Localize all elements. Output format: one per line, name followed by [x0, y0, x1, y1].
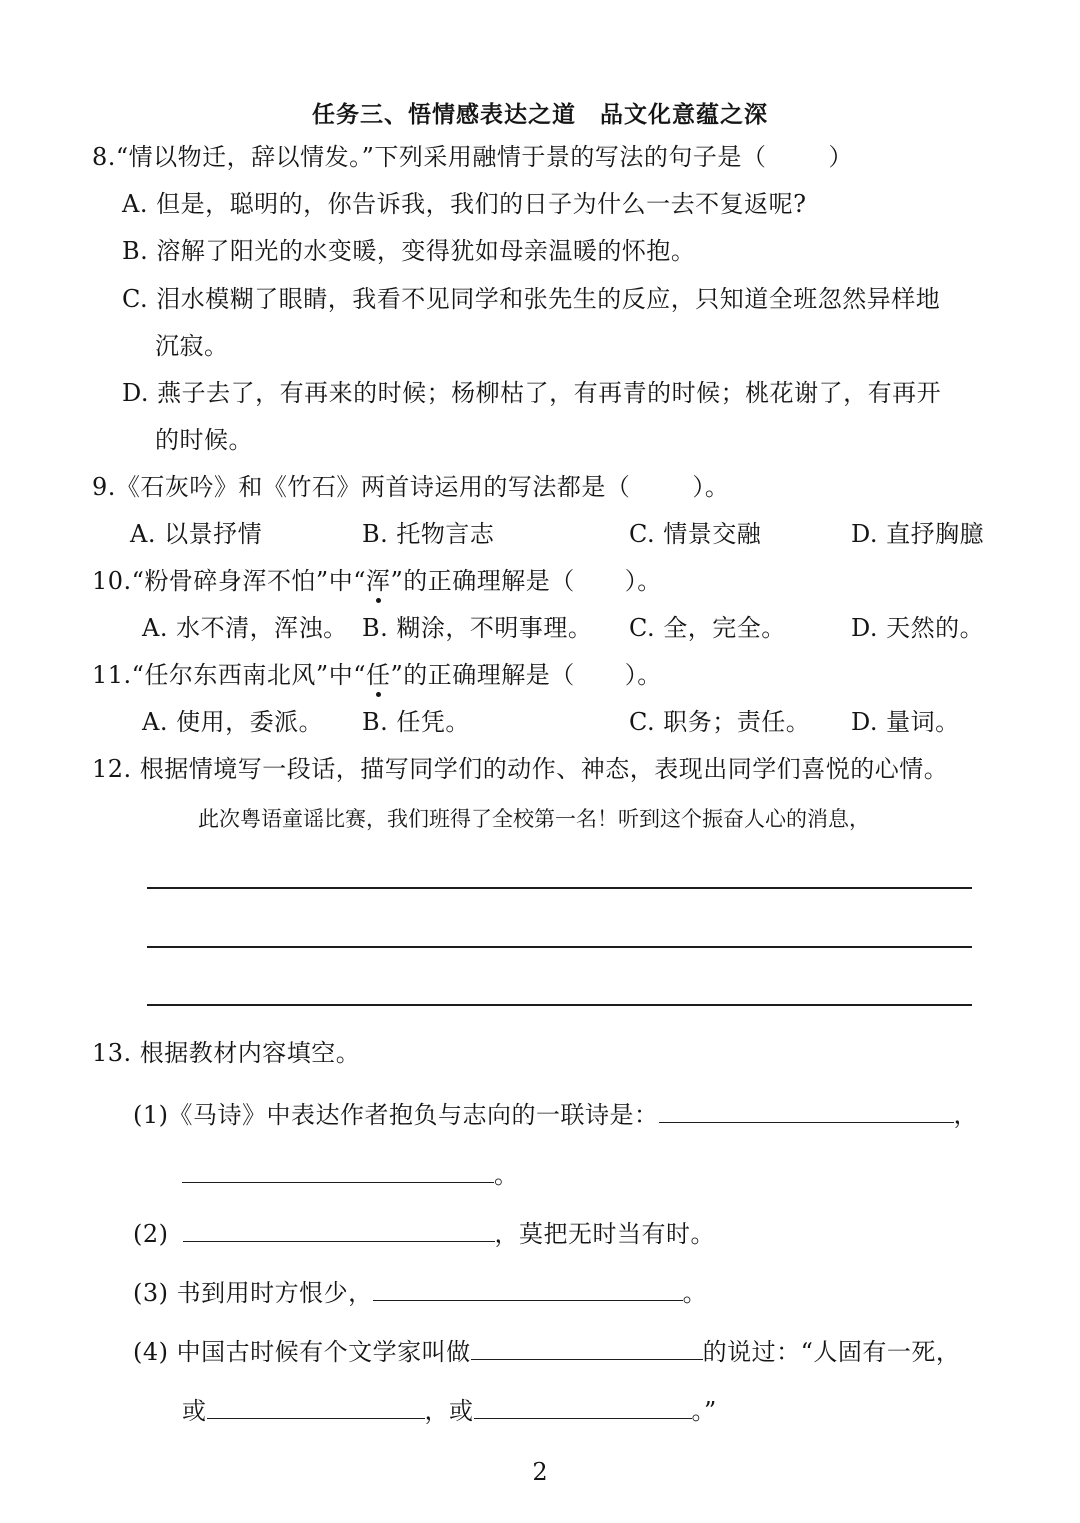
emphasis-dot-char: 浑 [365, 567, 391, 595]
fill-blank[interactable] [183, 1215, 495, 1242]
q10-option-a: A. 水不清，浑浊。 [142, 614, 348, 642]
q9-option-d: D. 直抒胸臆 [851, 520, 985, 548]
q8-option-a: A. 但是，聪明的，你告诉我，我们的日子为什么一去不复返呢? [122, 190, 807, 218]
q8-option-b: B. 溶解了阳光的水变暖，变得犹如母亲温暖的怀抱。 [122, 237, 696, 265]
q13-item-1-cont: 。 [182, 1156, 519, 1190]
writing-line-1[interactable] [147, 887, 972, 889]
fill-blank[interactable] [474, 1392, 692, 1419]
q9-option-a: A. 以景抒情 [130, 520, 263, 548]
question-13-stem: 13. 根据教材内容填空。 [92, 1039, 361, 1067]
fill-blank[interactable] [207, 1392, 425, 1419]
q8-option-c: C. 泪水模糊了眼睛，我看不见同学和张先生的反应，只知道全班忽然异样地 [122, 285, 941, 313]
q13-item-4-cont: 或 ，或 。” [182, 1392, 717, 1426]
question-8-stem: 8.“情以物迁，辞以情发。”下列采用融情于景的写法的句子是（ ） [92, 143, 853, 171]
q11-option-b: B. 任凭。 [362, 708, 470, 736]
fill-blank[interactable] [373, 1274, 683, 1301]
q8-option-c-cont: 沉寂。 [155, 332, 229, 360]
q11-option-d: D. 量词。 [851, 708, 960, 736]
q8-option-d: D. 燕子去了，有再来的时候；杨柳枯了，有再青的时候；桃花谢了，有再开 [122, 379, 942, 407]
fill-blank[interactable] [659, 1096, 954, 1123]
page-number: 2 [532, 1458, 548, 1486]
q10-option-c: C. 全，完全。 [629, 614, 786, 642]
q9-option-b: B. 托物言志 [362, 520, 495, 548]
q12-prompt: 此次粤语童谣比赛，我们班得了全校第一名！听到这个振奋人心的消息， [198, 807, 870, 831]
writing-line-2[interactable] [147, 946, 972, 948]
q13-item-2: (2) ，莫把无时当有时。 [133, 1215, 715, 1249]
q10-option-b: B. 糊涂，不明事理。 [362, 614, 593, 642]
fill-blank[interactable] [471, 1333, 703, 1360]
fill-blank[interactable] [182, 1156, 494, 1183]
q11-option-c: C. 职务；责任。 [629, 708, 811, 736]
question-10-stem: 10.“粉骨碎身浑不怕”中“浑”的正确理解是（ ）。 [92, 567, 662, 595]
question-11-stem: 11.“任尔东西南北风”中“任”的正确理解是（ ）。 [92, 661, 662, 689]
q10-option-d: D. 天然的。 [851, 614, 985, 642]
q8-option-d-cont: 的时候。 [155, 426, 253, 454]
writing-line-3[interactable] [147, 1004, 972, 1006]
question-12-stem: 12. 根据情境写一段话，描写同学们的动作、神态，表现出同学们喜悦的心情。 [92, 755, 949, 783]
q13-item-4: (4) 中国古时候有个文学家叫做 的说过：“人固有一死， [133, 1333, 960, 1367]
q13-item-1: (1)《马诗》中表达作者抱负与志向的一联诗是： ， [133, 1096, 978, 1130]
q9-option-c: C. 情景交融 [629, 520, 762, 548]
section-title: 任务三、悟情感表达之道 品文化意蕴之深 [312, 102, 768, 128]
q13-item-3: (3) 书到用时方恨少， 。 [133, 1274, 707, 1308]
emphasis-dot-char: 任 [365, 661, 391, 689]
q11-option-a: A. 使用，委派。 [142, 708, 324, 736]
question-9-stem: 9.《石灰吟》和《竹石》两首诗运用的写法都是（ ）。 [92, 473, 730, 501]
